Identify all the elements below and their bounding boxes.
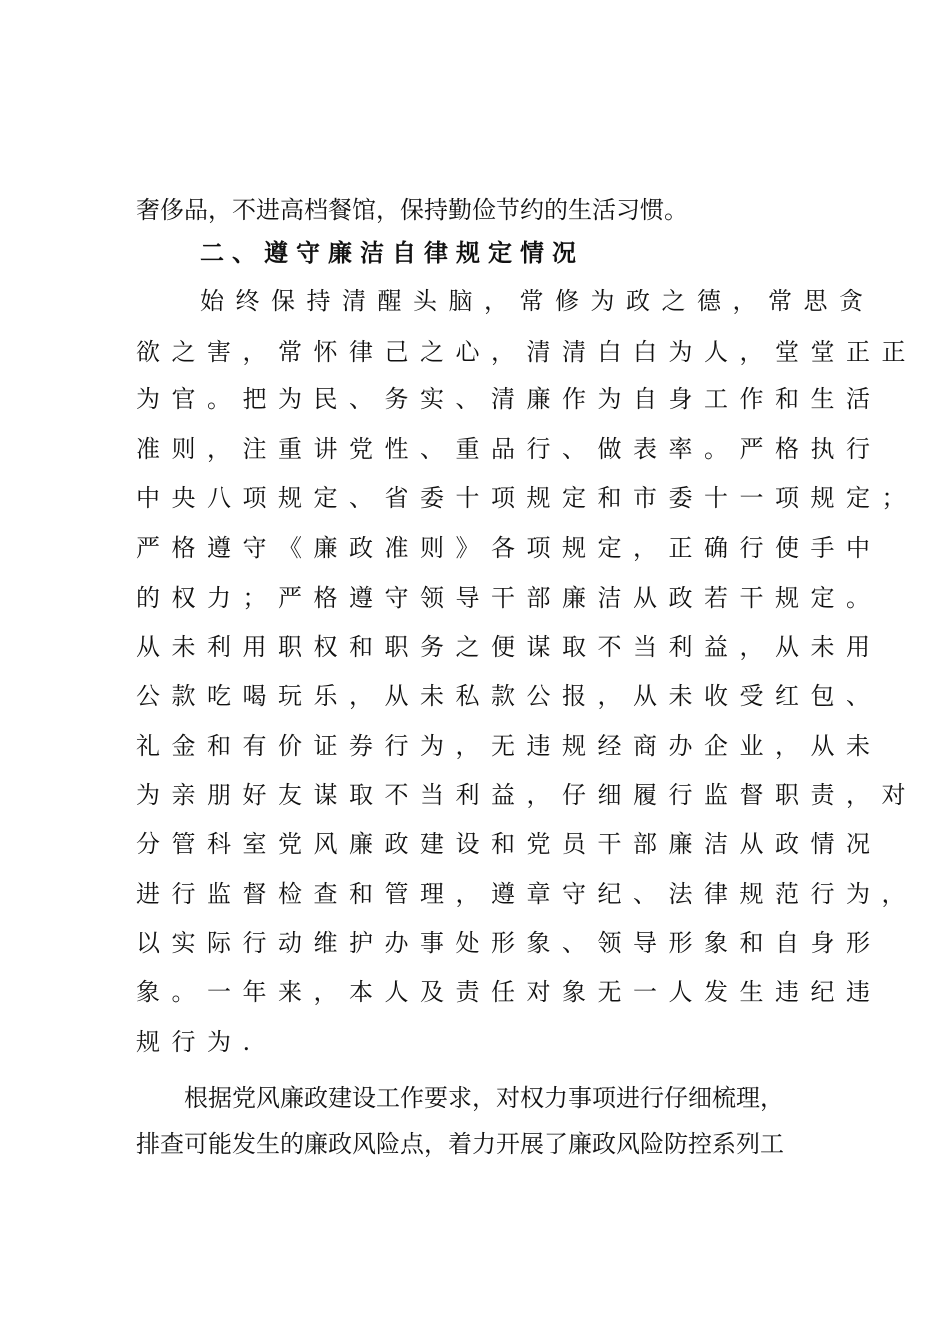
text-line: 欲之害，常怀律己之心，清清白白为人，堂堂正正	[136, 338, 917, 366]
text-line: 为亲朋好友谋取不当利益，仔细履行监督职责，对	[136, 781, 917, 809]
text-line: 规行为.	[136, 1028, 262, 1056]
section-heading: 二、遵守廉洁自律规定情况	[200, 239, 584, 267]
text-line: 礼金和有价证券行为，无违规经商办企业，从未	[136, 732, 882, 760]
text-line: 中央八项规定、省委十项规定和市委十一项规定；	[136, 484, 917, 512]
text-line: 分管科室党风廉政建设和党员干部廉洁从政情况	[136, 830, 882, 858]
text-line: 进行监督检查和管理，遵章守纪、法律规范行为，	[136, 880, 917, 908]
text-line: 严格遵守《廉政准则》各项规定，正确行使手中	[136, 534, 882, 562]
text-line: 以实际行动维护办事处形象、领导形象和自身形	[136, 929, 882, 957]
text-line: 的权力；严格遵守领导干部廉洁从政若干规定。	[136, 584, 882, 612]
text-line: 准则，注重讲党性、重品行、做表率。严格执行	[136, 435, 882, 463]
text-line: 为官。把为民、务实、清廉作为自身工作和生活	[136, 385, 882, 413]
text-line: 奢侈品，不进高档餐馆，保持勤俭节约的生活习惯。	[136, 196, 688, 224]
text-line: 公款吃喝玩乐，从未私款公报，从未收受红包、	[136, 682, 882, 710]
text-line: 根据党风廉政建设工作要求，对权力事项进行仔细梳理，	[184, 1084, 784, 1112]
text-line: 象。一年来，本人及责任对象无一人发生违纪违	[136, 978, 882, 1006]
text-line: 从未利用职权和职务之便谋取不当利益，从未用	[136, 633, 882, 661]
text-line: 排查可能发生的廉政风险点，着力开展了廉政风险防控系列工	[136, 1130, 784, 1158]
text-line: 始终保持清醒头脑，常修为政之德，常思贪	[200, 287, 875, 315]
